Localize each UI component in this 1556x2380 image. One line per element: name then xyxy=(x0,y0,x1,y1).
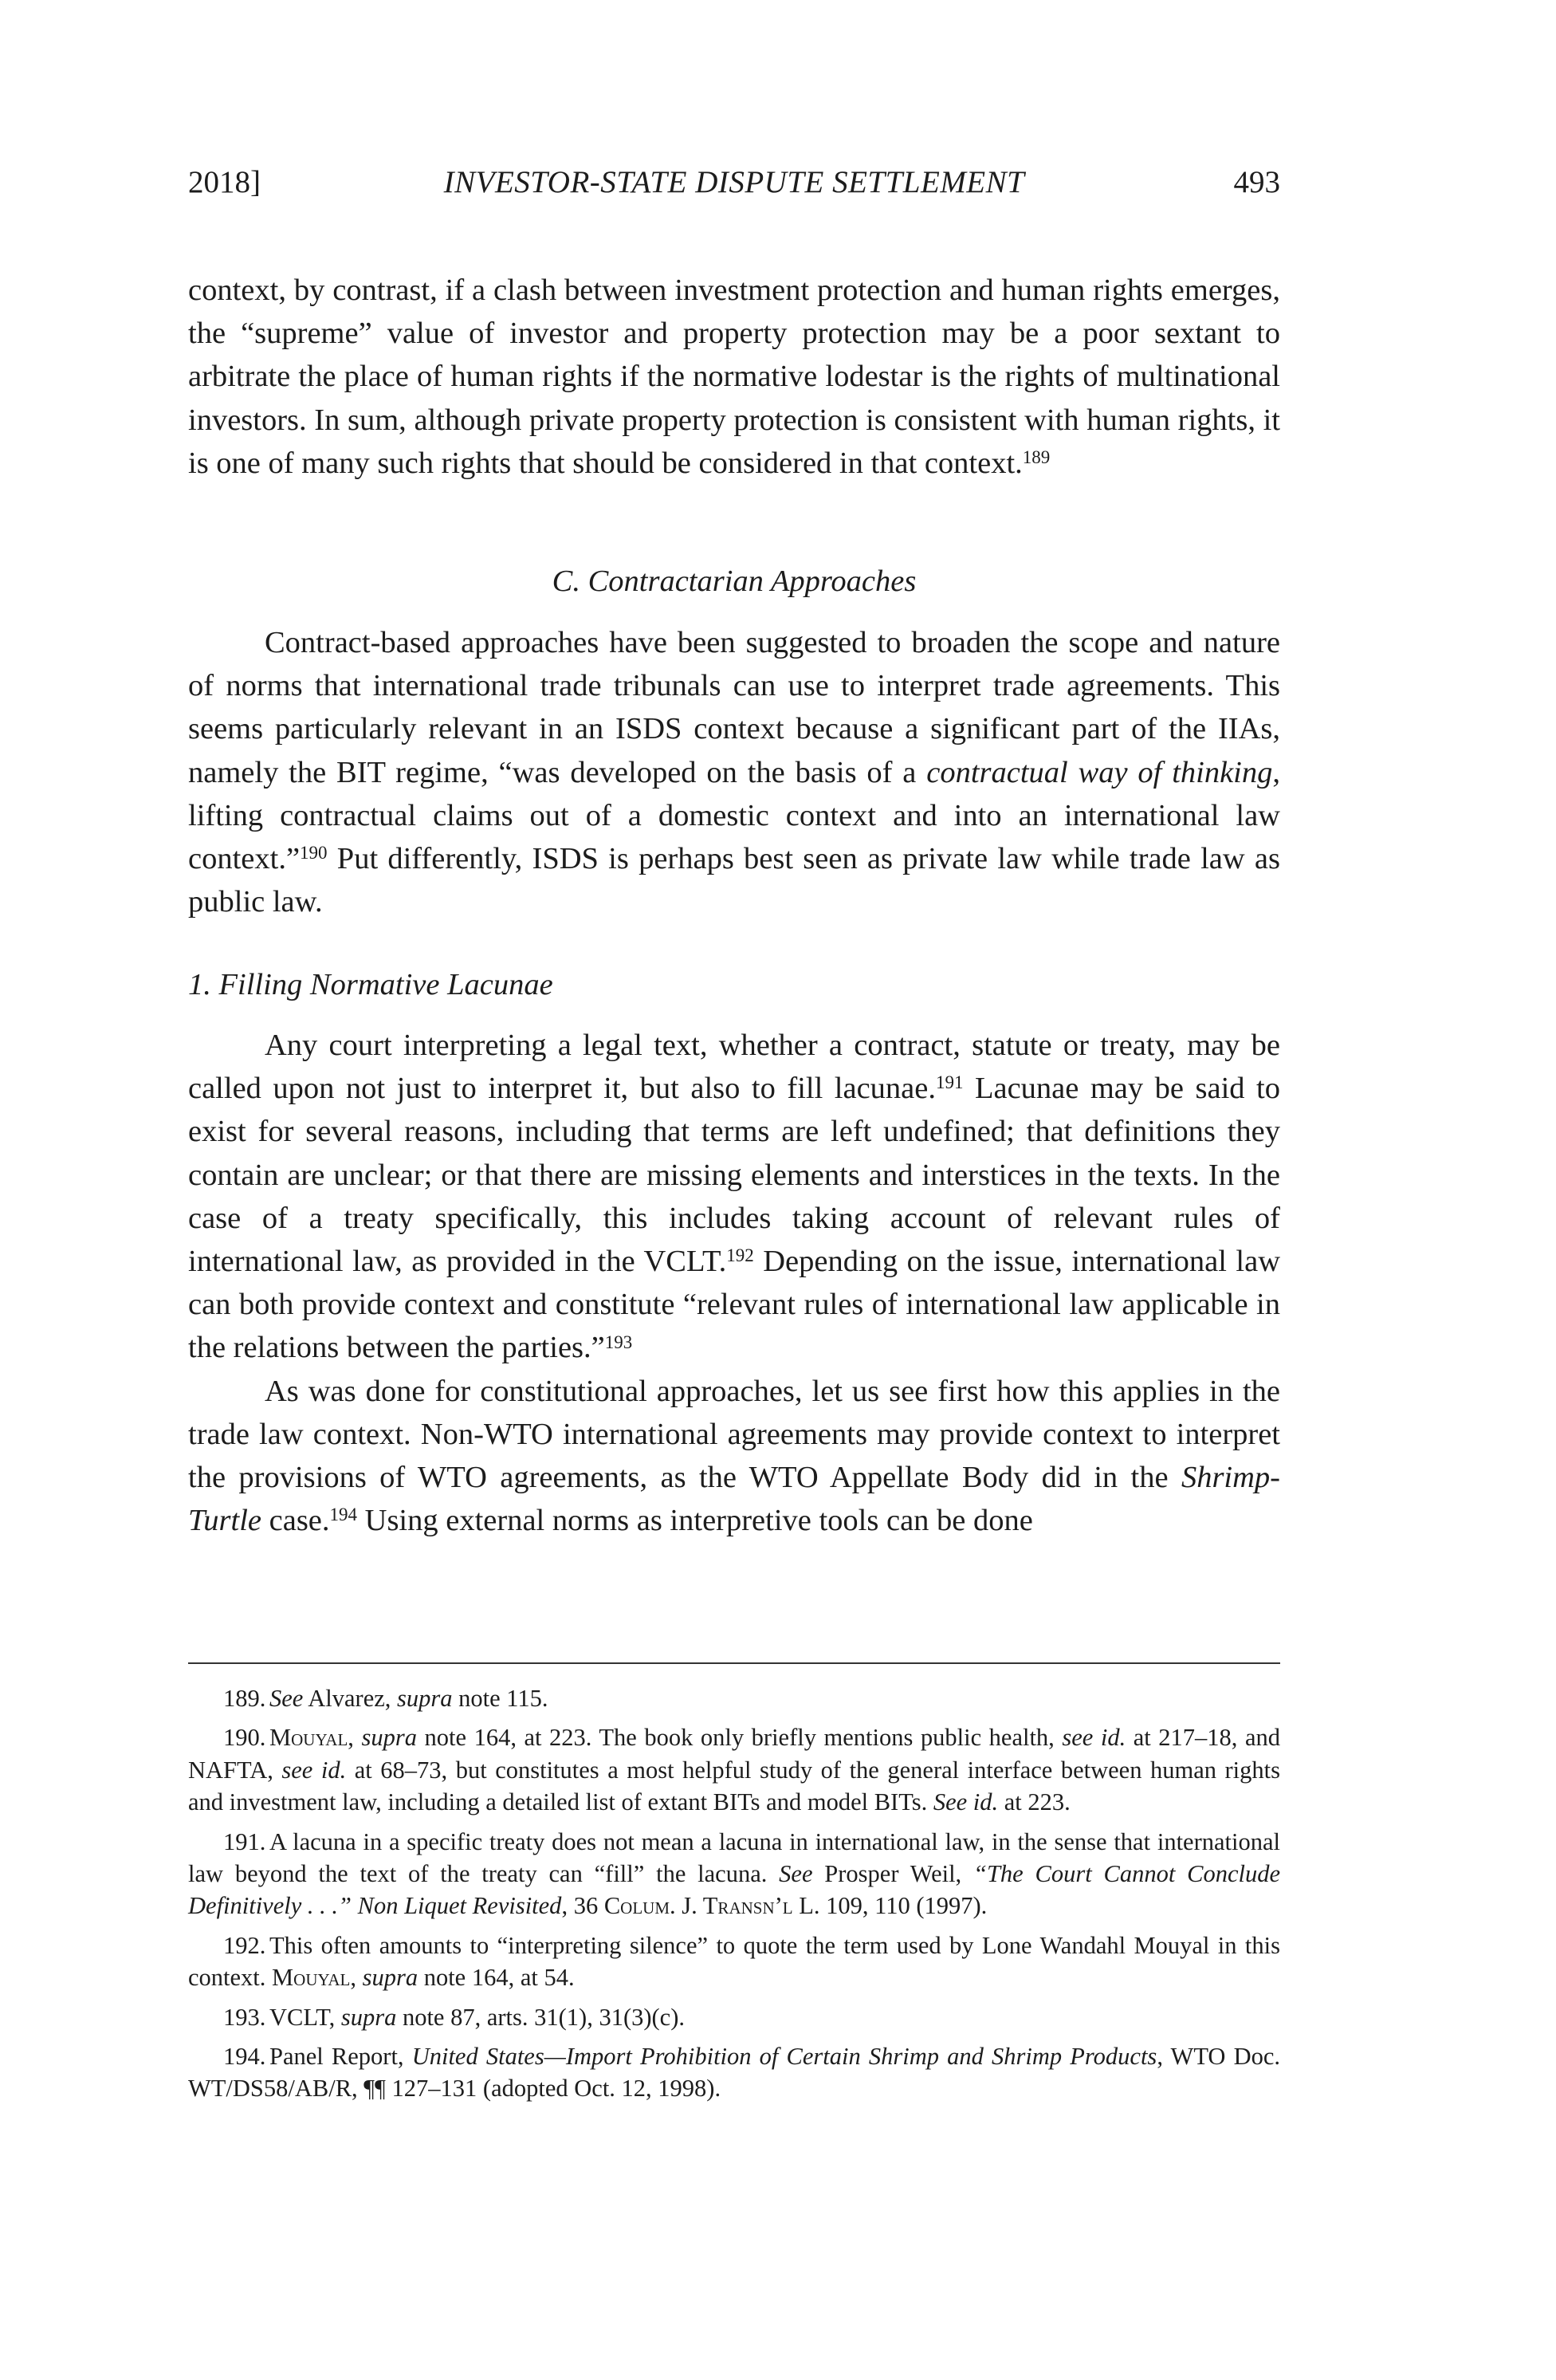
footnote-194: 194. Panel Report, United States—Import Prohibition of Certain Shrimp and Shrimp Products, WTO Doc. WT/DS58/AB/R, ¶¶ 127–131 (adopted Oct. 12, 1998). xyxy=(188,2043,1281,2103)
footnotes xyxy=(188,1682,1280,2112)
footnote-ref[interactable]: 194 xyxy=(329,1505,358,1525)
header-year: 2018] xyxy=(188,165,261,199)
subsection-heading-lacunae: 1. Filling Normative Lacunae xyxy=(188,968,553,1001)
footnote-ref[interactable]: 193 xyxy=(604,1332,633,1352)
footnote-ref[interactable]: 192 xyxy=(726,1245,754,1266)
footnote-190: 190. Mouyal, supra note 164, at 223. The book only briefly mentions public health, see id. at 217–18, and NAFTA, see id. at 68–73, but constitutes a most helpful study of the general interface between human rights and investment law, including a detailed list of extant BITs and model BITs. See id. at 223. xyxy=(188,1724,1281,1816)
body-text-top xyxy=(188,269,1280,485)
section-heading-contractarian: C. Contractarian Approaches xyxy=(552,565,917,598)
body-text-section-1 xyxy=(188,1024,1280,1542)
footnote-189: 189. See Alvarez, supra note 115. xyxy=(223,1685,548,1712)
paragraph-context: context, by contrast, if a clash between investment protection and human rights emerges, the “supreme” value of investor and property protection may be a poor sextant to arbitrate the place of human rights if the normative lodestar is the rights of multinational investors. In sum, although private property protection is consistent with human rights, it is one of many such rights that should be considered in that context.$^{189}$ xyxy=(188,273,1280,480)
running-header xyxy=(188,164,1280,212)
footnote-191: 191. A lacuna in a specific treaty does not mean a lacuna in international law, in the sense that international law beyond the text of the treaty can “fill” the lacuna. See Prosper Weil, “The Court Cannot Conclude Definitively . . .” Non Liquet Revisited, 36 Colum. J. Transn’l L. 109, 110 (1997). xyxy=(188,1827,1281,1920)
paragraph-trade-context: As was done for constitutional approaches, let us see first how this applies in the trade law context. Non-WTO international agreements may provide context to interpret the provisions of WTO agreements, as the WTO Appellate Body did in the Shrimp-Turtle case.$^{194}$ Using external norms as interpretive tools can be done xyxy=(188,1374,1280,1538)
footnote-192: 192. This often amounts to “interpreting silence” to quote the term used by Lone Wandahl Mouyal in this context. Mouyal, supra note 164, at 54. xyxy=(188,1931,1280,1992)
body-text-section-c xyxy=(188,621,1280,923)
footnote-ref[interactable]: 189 xyxy=(1022,446,1051,467)
footnote-193: 193. VCLT, supra note 87, arts. 31(1), 31(3)(c). xyxy=(223,2003,685,2031)
paragraph-lacunae: Any court interpreting a legal text, whether a contract, statute or treaty, may be called upon not just to interpret it, but also to fill lacunae.$^{191}$ Lacunae may be said to exist for several reasons, including that terms are left undefined; that definitions they contain are unclear; or that there are missing elements and interstices in the texts. In the case of a treaty specifically, this includes taking account of relevant rules of international law, as provided in the VCLT.$^{192}$ Depending on the issue, international law can both provide context and constitute “relevant rules of international law applicable in the relations between the parties.”$^{193}$ xyxy=(188,1029,1280,1365)
footnote-divider xyxy=(188,1662,1280,1664)
header-page-number: 493 xyxy=(1233,165,1280,199)
footnote-ref[interactable]: 191 xyxy=(935,1072,964,1093)
header-title: INVESTOR-STATE DISPUTE SETTLEMENT xyxy=(443,165,1025,199)
paragraph-contract-based: Contract-based approaches have been suggested to broaden the scope and nature of norms that international trade tribunals can use to interpret trade agreements. This seems particularly relevant in an ISDS context because a significant part of the IIAs, namely the BIT regime, “was developed on the basis of a contractual way of thinking, lifting contractual claims out of a domestic context and into an international law context.”$^{190}$ Put differently, ISDS is perhaps best seen as private law while trade law as public law. xyxy=(188,626,1281,919)
footnote-ref[interactable]: 190 xyxy=(300,843,328,863)
